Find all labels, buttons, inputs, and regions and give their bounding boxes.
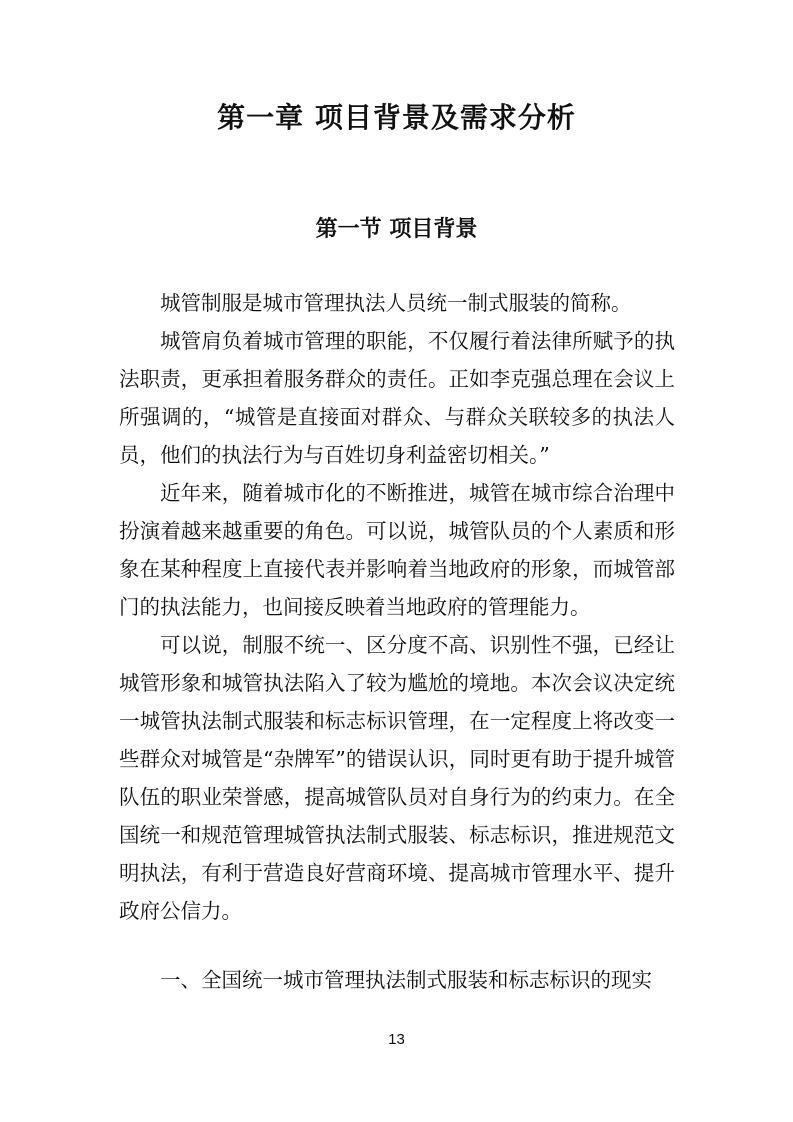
page-number: 13 [388,1031,405,1048]
paragraph: 近年来，随着城市化的不断推进，城管在城市综合治理中扮演着越来越重要的角色。可以说，城管队员的个人素质和形象在某种程度上直接代表并影响着当地政府的形象，而城管部门的执法能力，也间接反映着当地政府的管理能力。 [119,481,675,619]
body-text [119,284,675,930]
paragraph: 城管肩负着城市管理的职能，不仅履行着法律所赋予的执法职责，更承担着服务群众的责任。正如李克强总理在会议上所强调的，“城管是直接面对群众、与群众关联较多的执法人员，他们的执法行为与百姓切身利益密切相关。” [119,329,675,467]
subheading: 一、全国统一城市管理执法制式服装和标志标识的现实 [160,968,652,992]
chapter-title: 第一章 项目背景及需求分析 [217,101,576,134]
paragraph: 城管制服是城市管理执法人员统一制式服装的简称。 [160,291,632,315]
section-title: 第一节 项目背景 [315,217,478,242]
paragraph: 可以说，制服不统一、区分度不高、识别性不强，已经让城管形象和城管执法陷入了较为尴尬的境地。本次会议决定统一城管执法制式服装和标志标识管理，在一定程度上将改变一些群众对城管是“杂牌军”的错误认识，同时更有助于提升城管队伍的职业荣誉感，提高城管队员对自身行为的约束力。在全国统一和规范管理城管执法制式服装、标志标识，推进规范文明执法，有利于营造良好营商环境、提高城市管理水平、提升政府公信力。 [119,633,675,923]
